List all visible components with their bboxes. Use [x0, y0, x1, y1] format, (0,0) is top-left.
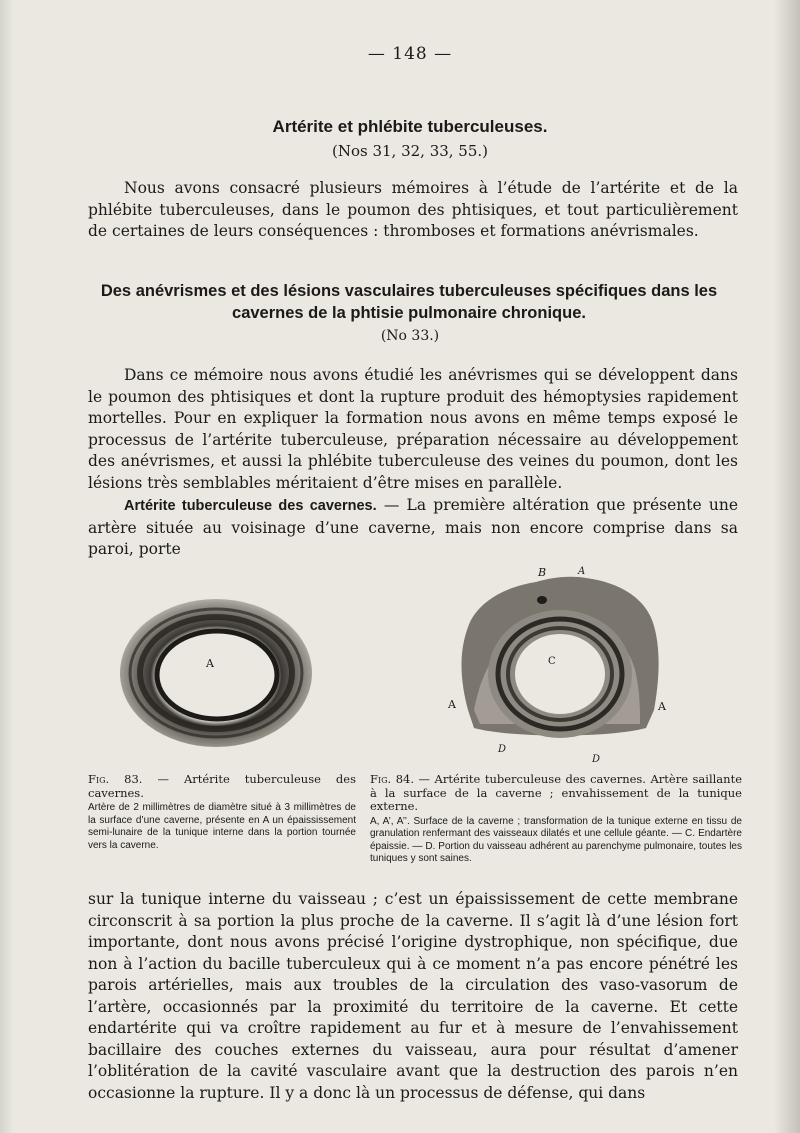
continuation-paragraph: sur la tunique interne du vaisseau ; c’est un épaississement de cette membrane circonscrit à sa portion la plus proche de la caverne. Il s’agit là d’une lésion fort importante, dont nous avons précisé l’origine dystrophique, non spécifique, due non à l’action du bacille tuberculeux qui à ce moment n’a pas encore pénétré les parois artérielles, mais aux troubles de la circulation des vaso-vasorum de l’artère, occasionnés par la proximité du territoire de la caverne. Et cette endartérite qui va croître rapidement au fur et à mesure de l’envahissement bacillaire des couches externes du vaisseau, aura pour résultat d’amener l’oblitération de la cavité vasculaire avant que la destruction des parois n’en occasionne la rupture. Il y a donc là un processus de défense, qui dans: [88, 890, 738, 1102]
figure-84-label-a-top: A: [578, 566, 586, 577]
subsection-title: Des anévrismes et des lésions vasculaires tuberculeuses spécifiques dans les cavernes de la phtisie pulmonaire chronique.: [100, 282, 718, 322]
page-number: — 148 —: [367, 44, 453, 64]
page-edge-shadow: [774, 0, 800, 1133]
figure-84-label-a-right: A: [658, 700, 666, 713]
figure-83-number: Fig. 83.: [88, 772, 143, 786]
section-numbers: (Nos 31, 32, 33, 55.): [331, 142, 489, 160]
intro-paragraph: Nous avons consacré plusieurs mémoires à l’étude de l’artérite et de la phlébite tuberculeuses, dans le poumon des phtisiques, et tout particulièrement de certaines de leurs conséquences : thromboses et formations anévrismales.: [88, 179, 738, 240]
figure-84-label-d2: D: [592, 754, 601, 765]
artery-lumen: [515, 634, 605, 714]
figure-84-label-c: C: [548, 656, 556, 667]
figure-84-label-b: B: [538, 566, 547, 579]
figure-84-caption: [370, 773, 742, 866]
paragraph-lead-text: — La première altération que présente une artère située au voisinage d’une caverne, mais non encore comprise dans sa paroi, porte: [88, 496, 738, 558]
figure-84-description: A, A’, A’’. Surface de la caverne ; transformation de la tunique externe en tissu de granulation renfermant des vaisseaux dilatés et une cellule géante. — C. Endartère épaissie. — D. Portion du vaisseau adhérent au parenchyme pulmonaire, toutes les tuniques y sont saines.: [370, 815, 742, 864]
body-paragraph-lead: [88, 495, 738, 561]
figure-83-label-a: A: [206, 657, 214, 670]
subsection-numbers: (No 33.): [380, 328, 440, 344]
figure-84-title: — Artérite tuberculeuse des cavernes. Artère saillante à la surface de la caverne ; envahissement de la tunique externe.: [370, 772, 742, 813]
figure-84-label-d1: D: [498, 744, 507, 755]
body-paragraph: Dans ce mémoire nous avons étudié les anévrismes qui se développent dans le poumon des phtisiques et dont la rupture produit des hémoptysies rapidement mortelles. Pour en expliquer la formation nous avons en même temps exposé le processus de l’artérite tuberculeuse, préparation nécessaire au développement des anévrismes, et aussi la phlébite tuberculeuse des veines du poumon, dont les lésions très semblables méritaient d’être mises en parallèle.: [88, 366, 738, 492]
figure-83-title: — Artérite tuberculeuse des cavernes.: [88, 772, 356, 800]
artery-lumen: [165, 640, 271, 714]
section-title: Artérite et phlébite tuberculeuses.: [272, 117, 548, 136]
paragraph-lead-heading: Artérite tuberculeuse des cavernes.: [124, 498, 377, 514]
figure-84-illustration: [440, 560, 680, 770]
figure-84-number: Fig. 84.: [370, 772, 414, 786]
figure-83-illustration: [118, 585, 318, 755]
page-gutter-shadow: [0, 0, 14, 1133]
figure-83-caption: [88, 773, 356, 852]
figure-83-description: Artère de 2 millimètres de diamètre situé à 3 millimètres de la surface d’une caverne, présente en A un épaississement semi-lunaire de la tunique interne dans la portion tournée vers la caverne.: [88, 802, 356, 851]
figure-84-label-a-left: A: [448, 698, 456, 711]
